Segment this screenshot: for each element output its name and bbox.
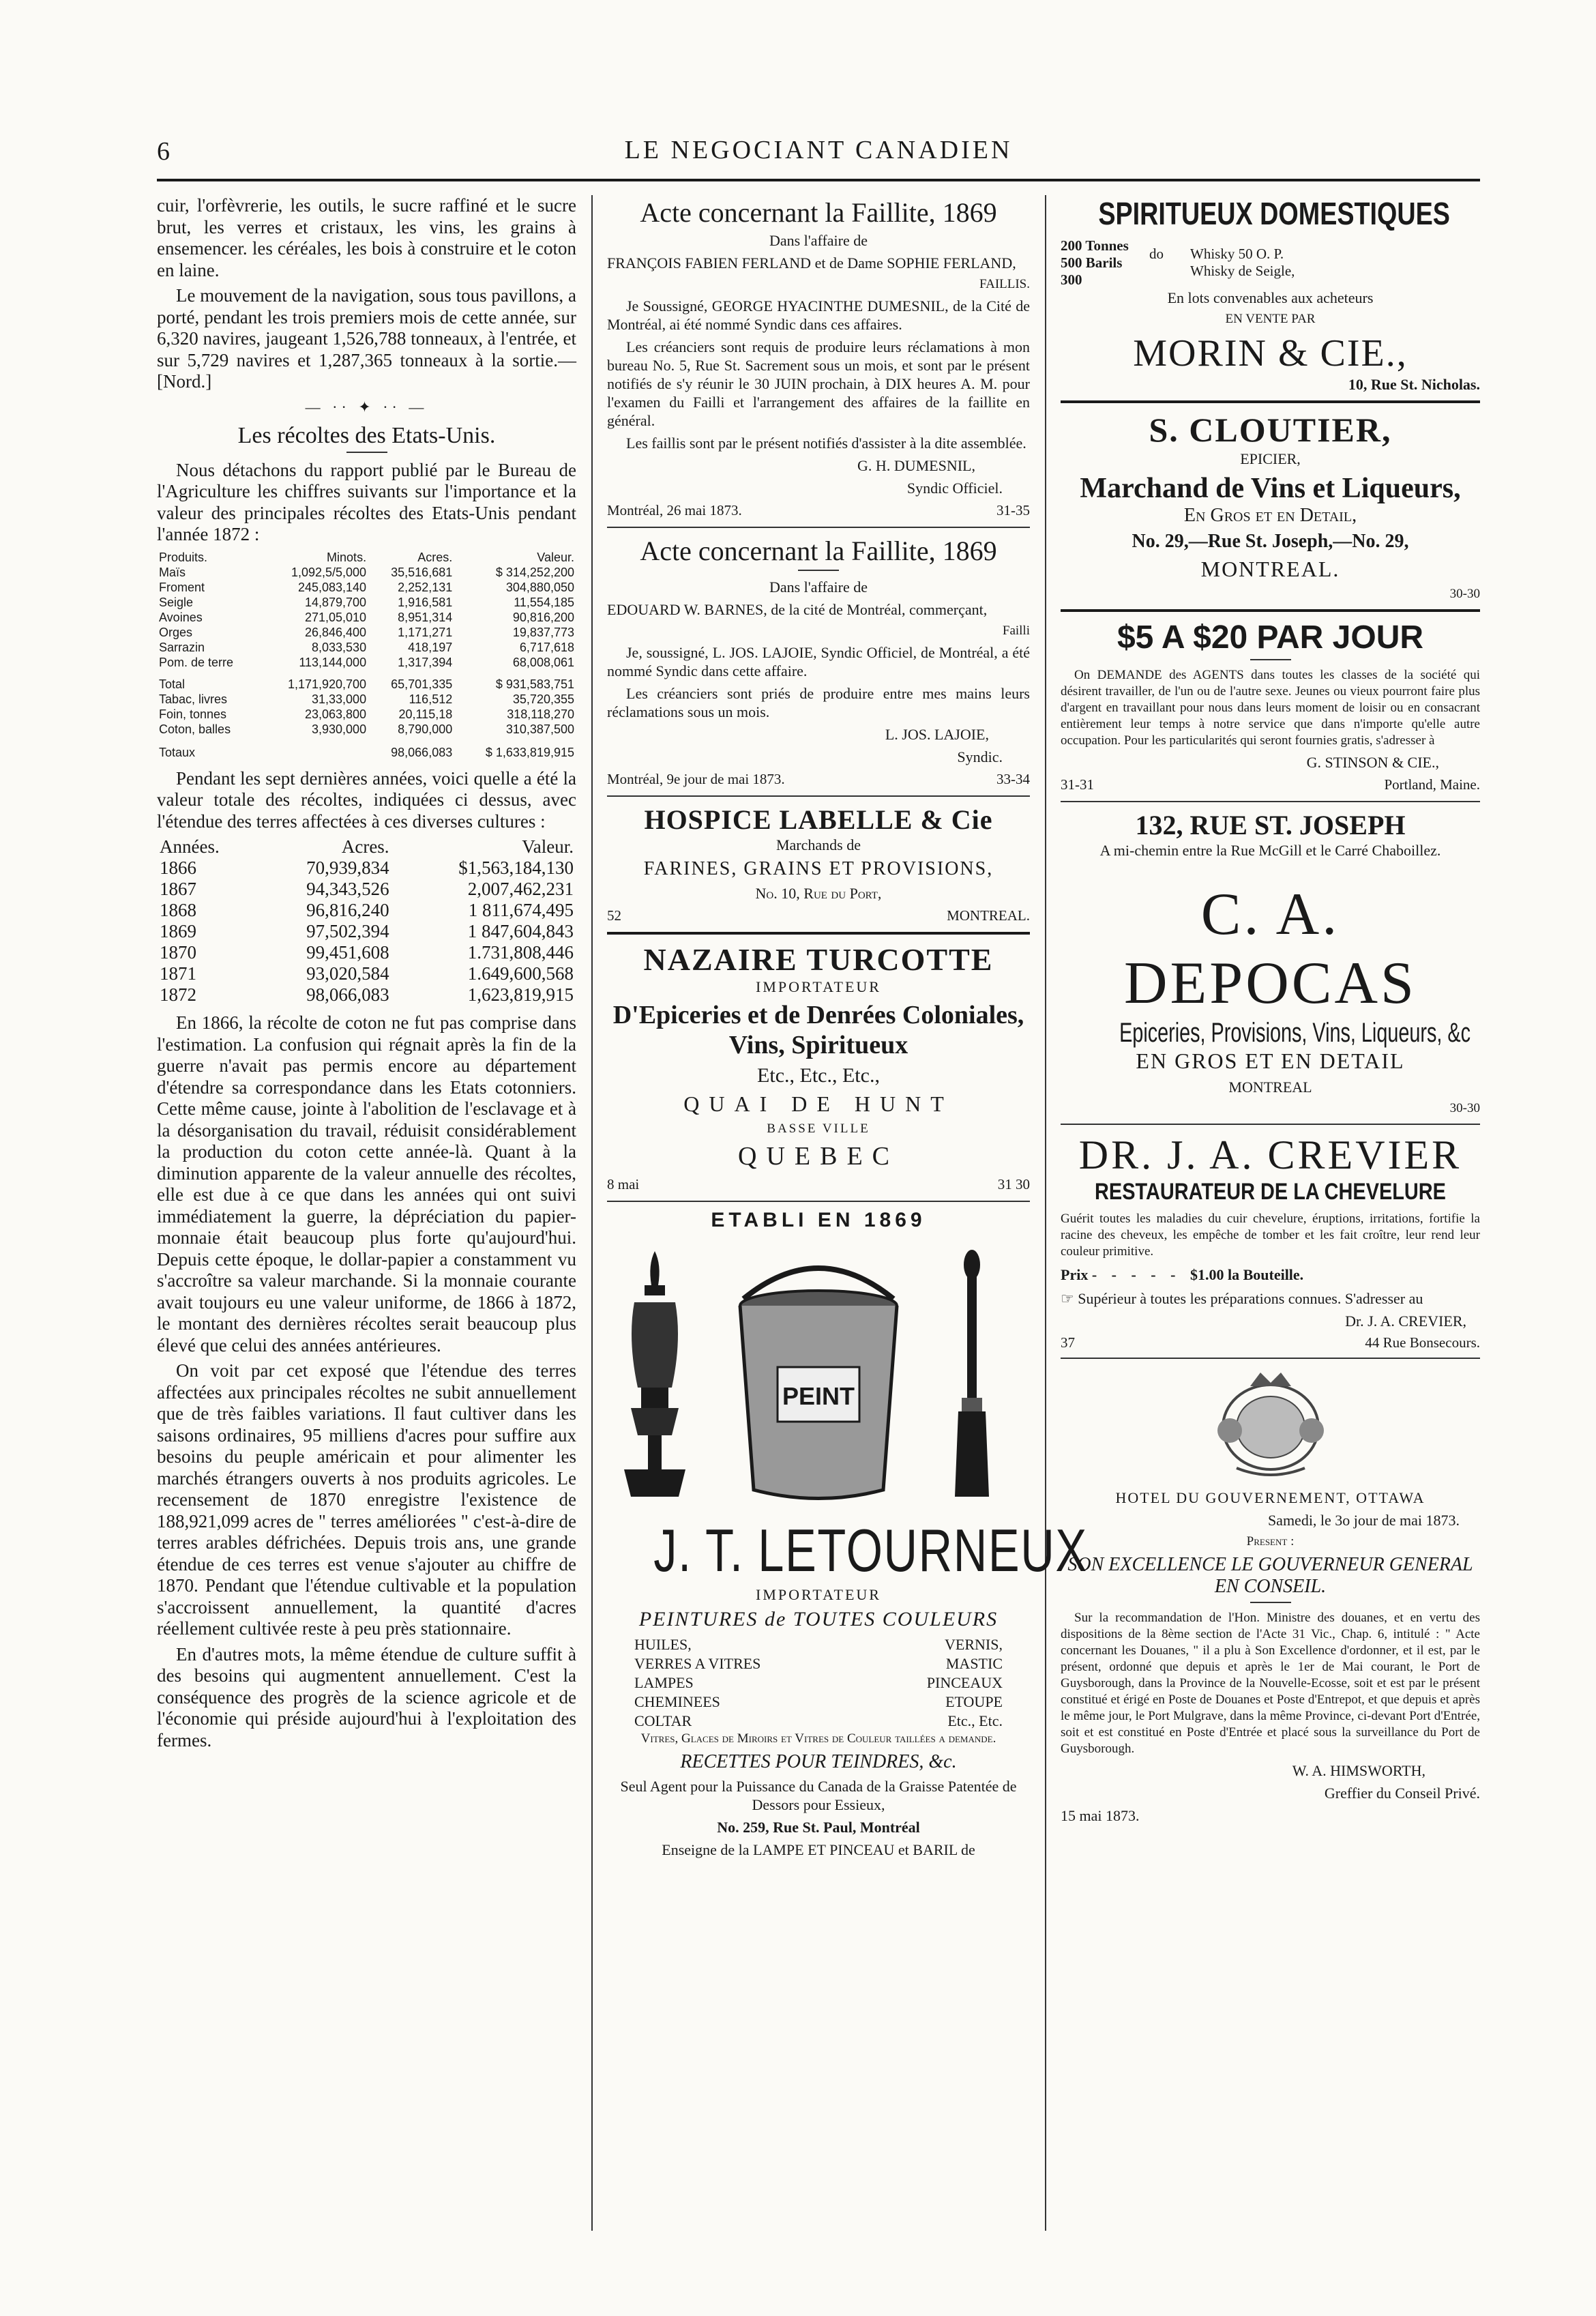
business-name: DR. J. A. CREVIER — [1078, 1132, 1462, 1177]
table-cell: 1.649,600,568 — [467, 963, 574, 984]
ad-address: QUAI DE HUNT — [683, 1091, 954, 1116]
newspaper-page — [157, 130, 1480, 2244]
ad-signature: Dr. J. A. CREVIER, — [1345, 1313, 1466, 1330]
nazaire-turcotte-ad — [607, 941, 1030, 1194]
table-row — [157, 963, 576, 984]
table-cell: 6,717,618 — [519, 640, 574, 654]
ad-city: QUEBEC — [738, 1142, 899, 1171]
divider — [607, 932, 1030, 935]
ad-note — [1061, 1289, 1480, 1308]
divider — [607, 527, 1030, 528]
table-row — [157, 640, 576, 655]
business-name: NAZAIRE TURCOTTE — [643, 942, 994, 977]
list-item-label: MASTIC — [945, 1655, 1003, 1672]
crops-header-acres: Acres. — [417, 550, 453, 564]
ad-code: 52 — [607, 907, 621, 924]
article-heading: Les récoltes des Etats-Unis. — [237, 422, 496, 448]
divider — [1061, 1124, 1480, 1125]
ad-line: FARINES, GRAINS ET PROVISIONS, — [643, 858, 994, 879]
ad-address: No. 259, Rue St. Paul, Montréal — [717, 1819, 920, 1836]
ad-city: MONTREAL. — [947, 907, 1030, 924]
notice-body: Sur la recommandation de l'Hon. Ministre des douanes, et en vertu des dispositions de la 8ème section de l'Acte 31 Vic., Chap. 6, intitulé : " Acte concernant les Douanes, " il a plu à Son Excellence d'ordonner, et il est, par le présent, ordonné que depuis et après le 1er de Mai courant, le Port de Guysborough, dans la Province de la Nouvelle-Ecosse, soit et est par le présent constitué et érigé en Poste de Douanes et Poste d'Entrepot, et que depuis et après le même jour, le Port Mulgrave, dans la même Province, ci-devant Port d'Entrée, soit et est constitué en Poste d'Entrée et placé sous la surveillance du Port de Guysborough. — [1061, 1611, 1480, 1756]
list-item — [607, 1692, 1030, 1712]
article-paragraph-5: En d'autres mots, la même étendue de culture suffit à des besoins qui augmentent annuellement. C'est la conséquence des progrès de la science agricole et de l'économie qui préside aujourd'hui à l'exploitation des fermes. — [157, 1643, 576, 1750]
table-row — [157, 879, 576, 900]
column-3 — [1061, 195, 1480, 2244]
table-row — [157, 625, 576, 640]
ad-address: No. 29,—Rue St. Joseph,—No. 29, — [1132, 531, 1409, 552]
table-cell: 94,343,526 — [306, 879, 389, 899]
table-cell: Total — [159, 677, 186, 691]
article-paragraph-2: Pendant les sept dernières années, voici quelle a été la valeur totale des récoltes, indiquées ci dessus, avec l'étendue des terres affectées à ces diverses cultures : — [157, 767, 576, 832]
list-item-label: VERNIS, — [945, 1636, 1003, 1653]
notice-signature-title: Greffier du Conseil Privé. — [1324, 1785, 1480, 1802]
table-cell: Foin, tonnes — [159, 707, 227, 721]
years-header-acres: Acres. — [341, 836, 389, 857]
table-cell: 8,033,530 — [312, 640, 367, 654]
years-table-body — [157, 857, 576, 1006]
stock-qty: 300 — [1061, 272, 1082, 288]
cloutier-ad — [1061, 410, 1480, 602]
ad-code: 30-30 — [1449, 587, 1480, 601]
divider — [1061, 609, 1480, 612]
intro-paragraph: cuir, l'orfèvrerie, les outils, le sucre raffiné et le sucre brut, les verres et cristaux, les vins, les grains à ensemencer. les céréales, les bois à construire et le coton en laine. — [157, 195, 576, 280]
ad-line: EN GROS ET EN DETAIL — [1136, 1049, 1405, 1073]
table-cell: 1 811,674,495 — [468, 900, 574, 920]
spiritueux-ad — [1061, 195, 1480, 394]
ad-date: 8 mai — [607, 1176, 640, 1192]
table-cell: 98,066,083 — [391, 745, 453, 759]
table-cell: 418,197 — [408, 640, 453, 654]
ad-body: Guérit toutes les maladies du cuir chevelure, éruptions, irritations, fortifie la racine des cheveux, les empêche de tomber et les fait croître, leur rend leur couleur primitive. — [1061, 1212, 1480, 1259]
lamp-bucket-brush-icon — [607, 1237, 1030, 1510]
table-row — [157, 857, 576, 879]
ad-code: 30-30 — [1449, 1101, 1480, 1115]
notice-present: Present : — [1246, 1534, 1295, 1549]
crevier-ad — [1061, 1132, 1480, 1351]
table-cell: 1,092,5/5,000 — [291, 565, 367, 579]
table-cell: 1.731,808,446 — [467, 942, 574, 963]
notice-role: FAILLIS. — [979, 277, 1030, 291]
ad-line: Marchands de — [775, 836, 861, 853]
table-cell: $1,563,184,130 — [458, 857, 574, 878]
divider — [1061, 400, 1480, 403]
table-cell: Sarrazin — [159, 640, 205, 654]
notice-title: HOTEL DU GOUVERNEMENT, OTTAWA — [1115, 1489, 1425, 1506]
notice-signature: W. A. HIMSWORTH, — [1292, 1762, 1425, 1779]
divider — [607, 795, 1030, 797]
notice-code: 31-35 — [996, 502, 1030, 518]
ad-line: RECETTES POUR TEINDRES, &c. — [680, 1751, 957, 1772]
page-number: 6 — [157, 137, 170, 166]
column-divider-2 — [1045, 195, 1046, 2231]
paint-illustration — [607, 1237, 1030, 1510]
divider — [1061, 1358, 1480, 1359]
stock-item: Whisky 50 O. P. — [1190, 246, 1284, 262]
table-cell: 1869 — [160, 921, 196, 941]
table-cell: 26,846,400 — [304, 625, 367, 639]
crops-table-body — [157, 565, 576, 670]
table-cell: Avoines — [159, 610, 203, 624]
bucket-label: PEINT — [782, 1382, 855, 1410]
article-paragraph-1: Nous détachons du rapport publié par le Bureau de l'Agriculture les chiffres suivants sur l'importance et la valeur des principales récoltes des Etats-Unis pendant l'année 1872 : — [157, 459, 576, 544]
notice-title: Acte concernant la Faillite, 1869 — [640, 536, 997, 566]
notice-date-row — [607, 770, 1030, 789]
notice-date-row — [607, 501, 1030, 520]
notice-date: Samedi, le 3o jour de mai 1873. — [1267, 1512, 1460, 1529]
heading-dash — [346, 452, 387, 453]
table-cell: Pom. de terre — [159, 655, 234, 669]
stock-qty: 200 Tonnes — [1061, 237, 1129, 254]
business-name: MORIN & CIE., — [1133, 332, 1408, 375]
table-cell: 90,816,200 — [512, 610, 574, 624]
list-item — [607, 1712, 1030, 1731]
table-cell: 35,720,355 — [512, 692, 574, 706]
years-header-value: Valeur. — [522, 836, 574, 857]
ad-address: 44 Rue Bonsecours. — [1365, 1334, 1480, 1351]
table-cell: 97,502,394 — [306, 921, 389, 941]
ad-title: RESTAURATEUR DE LA CHEVELURE — [1095, 1179, 1446, 1205]
table-cell: 1,171,271 — [398, 625, 453, 639]
table-cell: Coton, balles — [159, 722, 231, 736]
notice-parties: EDOUARD W. BARNES, de la cité de Montréal, commerçant, — [607, 601, 988, 618]
hospice-labelle-ad — [607, 804, 1030, 925]
table-cell: 99,451,608 — [306, 942, 389, 963]
bankruptcy-notice-1 — [607, 196, 1030, 520]
table-cell: 8,951,314 — [398, 610, 453, 624]
ad-items-list — [607, 1635, 1030, 1731]
list-item — [607, 1654, 1030, 1673]
ad-body: On DEMANDE des AGENTS dans toutes les classes de la société qui désirent travailler, de l'un ou de l'autre sexe. Jeunes ou vieux pourront faire plus d'argent en travaillant pour nous dans leurs moment de loisir ou en consacrant entièrement leur temps à notre service que dans n'importe qu'elle autre occupation. Pour les particularités qui seront fournies gratis, s'adresser à — [1061, 668, 1480, 748]
article-paragraph-4: On voit par cet exposé que l'étendue des terres affectées aux principales récoltes ne subit annuellement que de très faibles variations. Il faut cultiver dans les saisons ordinaires, 95 milliens d'acres pour suffire aux besoins du peuple américain et pour alimenter les marchés étrangers ouverts à nos produits agricoles. Le recensement de 1870 enregistre l'existence de 188,921,099 acres de " terres améliorées " c'est-à-dire de terres arables défrichées. Depuis trois ans, une grande étendue de ces terres est venue s'ajouter au chiffre de 1870. Pendant que l'étendue cultivable et la population s'accroissent annuellement, la quantité d'acres réellement cultivée reste à peu près stationnaire. — [157, 1360, 576, 1639]
table-cell: 23,063,800 — [304, 707, 367, 721]
table-cell: 271,05,010 — [304, 610, 367, 624]
divider — [607, 1201, 1030, 1202]
ad-address: No. 10, Rue du Port, — [755, 885, 882, 902]
notice-parties: FRANÇOIS FABIEN FERLAND et de Dame SOPHIE FERLAND, — [607, 254, 1016, 272]
ad-city: Portland, Maine. — [1384, 776, 1480, 793]
list-item-label: HUILES, — [634, 1636, 692, 1653]
notice-signature-title: Syndic. — [957, 748, 1003, 765]
notice-signature-title: Syndic Officiel. — [906, 480, 1003, 497]
table-row — [157, 942, 576, 963]
table-cell: 1,317,394 — [398, 655, 453, 669]
table-cell: 1867 — [160, 879, 196, 899]
bankruptcy-notice-2 — [607, 535, 1030, 789]
years-table — [157, 836, 576, 1006]
ad-footer-row — [607, 1175, 1030, 1194]
ad-code: 37 — [1061, 1334, 1075, 1351]
header-rule — [157, 179, 1480, 181]
ad-address: 132, RUE ST. JOSEPH — [1135, 810, 1406, 840]
table-cell: 35,516,681 — [391, 565, 453, 579]
table-cell: 310,387,500 — [505, 722, 574, 736]
table-cell: 245,083,140 — [297, 580, 367, 594]
table-cell: Orges — [159, 625, 193, 639]
ad-code: 31 30 — [997, 1176, 1030, 1192]
table-cell: 20,115,18 — [398, 707, 453, 721]
list-item-label: ETOUPE — [945, 1693, 1003, 1710]
ad-line: BASSE VILLE — [767, 1122, 870, 1136]
list-item-label: VERRES A VITRES — [634, 1655, 761, 1672]
table-cell: 1 847,604,843 — [467, 921, 574, 941]
ad-line: D'Epiceries et de Denrées Coloniales, Vins, Spiritueux — [612, 1001, 1024, 1059]
table-cell: 1,623,819,915 — [467, 984, 574, 1005]
ad-line: En Gros et en Detail, — [1183, 505, 1357, 526]
notice-excellence: SON EXCELLENCE LE GOUVERNEUR GENERAL EN CONSEIL. — [1067, 1554, 1473, 1597]
crops-header-value: Valeur. — [537, 550, 574, 564]
heading-dash — [798, 570, 839, 571]
business-name: HOSPICE LABELLE & Cie — [644, 804, 993, 835]
table-cell: 68,008,061 — [512, 655, 574, 669]
ad-line: Vitres, Glaces de Miroirs et Vitres de Couleur taillées a demande. — [640, 1731, 996, 1746]
crops-header-bushels: Minots. — [327, 550, 367, 564]
stock-item: Whisky de Seigle, — [1190, 263, 1295, 279]
ad-footer-row — [607, 907, 1030, 925]
notice-body: Je Soussigné, GEORGE HYACINTHE DUMESNIL, de la Cité de Montréal, ai été nommé Syndic dans ces affaires. — [607, 297, 1030, 333]
notice-code: 33-34 — [996, 771, 1030, 787]
table-cell: 96,816,240 — [306, 900, 389, 920]
list-item-label: Etc., Etc. — [947, 1712, 1003, 1729]
ad-established: ETABLI EN 1869 — [711, 1209, 926, 1231]
ad-city: MONTREAL. — [1200, 557, 1340, 581]
ad-role: IMPORTATEUR — [756, 1586, 881, 1603]
table-row — [157, 722, 576, 737]
table-row — [157, 900, 576, 921]
table-cell: 1866 — [160, 857, 196, 878]
table-cell: 98,066,083 — [306, 984, 389, 1005]
table-cell: $ 931,583,751 — [495, 677, 574, 691]
table-row — [157, 984, 576, 1006]
business-name: C. A. DEPOCAS — [1124, 881, 1417, 1016]
ad-line: Epiceries, Provisions, Vins, Liqueurs, &c — [1119, 1018, 1471, 1048]
stock-unit: do — [1149, 246, 1164, 262]
ad-price-row: Prix - - - - - $1.00 la Bouteille. — [1061, 1266, 1304, 1283]
royal-arms-icon — [1202, 1366, 1339, 1482]
notice-body-2: Les créanciers sont requis de produire leurs réclamations à mon bureau No. 5, Rue St. Sacrement sous un mois, et sont par le présent notifiés de s'y réunir le 30 JUIN prochain, à DIX heures A. M. pour l'examen du Failli et l'arrangement des affaires de la faillite en général. — [607, 338, 1030, 429]
table-cell: 11,554,185 — [514, 595, 574, 609]
table-cell: 1871 — [160, 963, 196, 984]
ad-stock-list — [1061, 237, 1480, 289]
ad-line: Seul Agent pour la Puissance du Canada de la Graisse Patentée de Dessors pour Essieux, — [620, 1778, 1017, 1813]
ornament-divider: — ·· ✦ ·· — — [305, 398, 428, 415]
navigation-paragraph: Le mouvement de la navigation, sous tous pavillons, a porté, pendant les trois premiers mois de cette année, sur 6,320 navires, jaugeant 1,526,788 tonneaux, à l'entrée, et sur 5,729 navires et 1,287,365 tonneaux à la sortie.— [Nord.] — [157, 285, 576, 392]
table-cell: 1870 — [160, 942, 196, 963]
table-cell: 93,020,584 — [306, 963, 389, 984]
notice-date: Montréal, 9e jour de mai 1873. — [607, 771, 785, 787]
table-row — [157, 595, 576, 610]
ad-address: 10, Rue St. Nicholas. — [1348, 376, 1480, 393]
depocas-ad — [1061, 809, 1480, 1117]
crops-header-product: Produits. — [159, 550, 208, 564]
notice-role: Failli — [1002, 624, 1030, 638]
ad-signature: G. STINSON & CIE., — [1306, 754, 1439, 771]
years-header-year: Années. — [160, 836, 220, 857]
table-cell: 2,252,131 — [398, 580, 453, 594]
notice-date-2: 15 mai 1873. — [1061, 1807, 1140, 1824]
ad-title: $5 A $20 PAR JOUR — [1117, 619, 1424, 656]
table-cell: 31,33,000 — [312, 692, 367, 706]
table-cell: 318,118,270 — [507, 707, 574, 721]
table-cell: Tabac, livres — [159, 692, 228, 706]
table-cell: 116,512 — [409, 692, 453, 706]
table-cell: Seigle — [159, 595, 194, 609]
divider — [1061, 801, 1480, 802]
table-cell: 14,879,700 — [304, 595, 367, 609]
table-cell: 1868 — [160, 900, 196, 920]
ad-line: Etc., Etc., Etc., — [757, 1064, 880, 1087]
ad-city: MONTREAL — [1228, 1079, 1312, 1096]
table-cell: 19,837,773 — [512, 625, 574, 639]
column-divider-1 — [591, 195, 593, 2231]
table-cell: 2,007,462,231 — [467, 879, 574, 899]
list-item-label: PINCEAUX — [926, 1674, 1003, 1691]
list-item-label: LAMPES — [634, 1674, 694, 1691]
stock-qty: 500 Barils — [1061, 254, 1123, 271]
heading-dash — [1250, 659, 1291, 660]
table-row — [157, 692, 576, 707]
ad-line: En lots convenables aux acheteurs — [1167, 289, 1374, 306]
notice-signature: L. JOS. LAJOIE, — [885, 726, 989, 743]
table-cell: 3,930,000 — [312, 722, 367, 736]
notice-body-3: Les faillis sont par le présent notifiés d'assister à la dite assemblée. — [626, 435, 1026, 452]
ad-role: EPICIER, — [1240, 450, 1301, 467]
crops-total-row — [157, 670, 576, 692]
table-cell: Totaux — [159, 745, 196, 759]
column-1 — [157, 195, 576, 2244]
crops-table — [157, 550, 576, 760]
price-value: $1.00 la Bouteille. — [1189, 1266, 1304, 1283]
ad-title: SPIRITUEUX DOMESTIQUES — [1098, 196, 1450, 231]
crops-table-body-2 — [157, 692, 576, 737]
notice-date: Montréal, 26 mai 1873. — [607, 502, 742, 518]
table-row — [157, 707, 576, 722]
ad-line: EN VENTE PAR — [1225, 312, 1316, 326]
table-cell: 1,171,920,700 — [287, 677, 367, 691]
ad-role: IMPORTATEUR — [756, 978, 881, 995]
table-row — [157, 655, 576, 670]
government-notice — [1061, 1366, 1480, 1825]
table-cell: 304,880,050 — [505, 580, 574, 594]
ad-line: Marchand de Vins et Liqueurs, — [1080, 473, 1461, 504]
notice-subtitle: Dans l'affaire de — [769, 232, 868, 249]
table-row — [157, 610, 576, 625]
ad-line: Enseigne de la LAMPE ET PINCEAU et BARIL de — [662, 1841, 975, 1858]
crops-totals-row — [157, 737, 576, 760]
table-cell: $ 1,633,819,915 — [485, 745, 574, 759]
business-name: J. T. LETOURNEUX — [653, 1516, 1088, 1584]
notice-body: Je, soussigné, L. JOS. LAJOIE, Syndic Officiel, de Montréal, a été nommé Syndic dans cette affaire. — [607, 644, 1030, 679]
table-cell: 70,939,834 — [306, 857, 389, 878]
pointing-hand-icon: ☞ — [1061, 1290, 1078, 1307]
table-row — [157, 565, 576, 580]
table-cell: 113,144,000 — [299, 655, 367, 669]
table-cell: Maïs — [159, 565, 186, 579]
ad-code: 31-31 — [1061, 776, 1094, 793]
agents-ad — [1061, 619, 1480, 794]
list-item-label: CHEMINEES — [634, 1693, 720, 1710]
ad-footer-row — [1061, 1334, 1480, 1351]
ad-line: PEINTURES de TOUTES COULEURS — [638, 1608, 999, 1630]
table-cell: 1872 — [160, 984, 196, 1005]
ad-line: A mi-chemin entre la Rue McGill et le Carré Chaboillez. — [1099, 842, 1441, 859]
ad-note-text: Supérieur à toutes les préparations connues. S'adresser au — [1078, 1290, 1423, 1307]
page-title: LE NEGOCIANT CANADIEN — [624, 136, 1013, 164]
notice-title: Acte concernant la Faillite, 1869 — [640, 197, 997, 228]
business-name: S. CLOUTIER, — [1149, 411, 1392, 449]
table-cell: 1,916,581 — [398, 595, 453, 609]
table-cell: 65,701,335 — [391, 677, 453, 691]
page-header — [157, 130, 1480, 177]
price-label: Prix — [1061, 1266, 1089, 1283]
ad-footer-row — [1061, 776, 1480, 794]
article-paragraph-3: En 1866, la récolte de coton ne fut pas comprise dans l'estimation. La confusion qui régnait après la fin de la guerre n'avait pas permis encore au département d'étendre sa correspondance dans les Etats cotonniers. Cette même cause, jointe à l'abolition de l'esclavage et à la désorganisation du travail, réduisit considérablement la production du coton cette année-là. Quant à la diminution apparente de la valeur annuelle des récoltes, elle est due à ce que dans les années qui ont suivi immédiatement la guerre, la dépréciation du papier-monnaie était beaucoup plus forte qu'aujourd'hui. Depuis cette époque, le dollar-papier a constamment vu s'accroître sa valeur marchande. Si la monnaie courante avait toujours eu une valeur uniforme, de 1866 à 1872, le montant des dernières récoltes serait beaucoup plus élevé que celui des années antérieures. — [157, 1012, 576, 1355]
table-cell: 8,790,000 — [398, 722, 453, 736]
list-item — [607, 1673, 1030, 1692]
notice-signature: G. H. DUMESNIL, — [857, 457, 975, 474]
table-cell: Froment — [159, 580, 205, 594]
heading-dash — [1250, 1602, 1291, 1603]
table-row — [157, 580, 576, 595]
list-item-label: COLTAR — [634, 1712, 692, 1729]
table-row — [157, 921, 576, 942]
notice-body-2: Les créanciers sont priés de produire entre mes mains leurs réclamations sous un mois. — [607, 685, 1030, 720]
table-cell: $ 314,252,200 — [495, 565, 574, 579]
notice-subtitle: Dans l'affaire de — [769, 578, 868, 596]
list-item — [607, 1635, 1030, 1654]
